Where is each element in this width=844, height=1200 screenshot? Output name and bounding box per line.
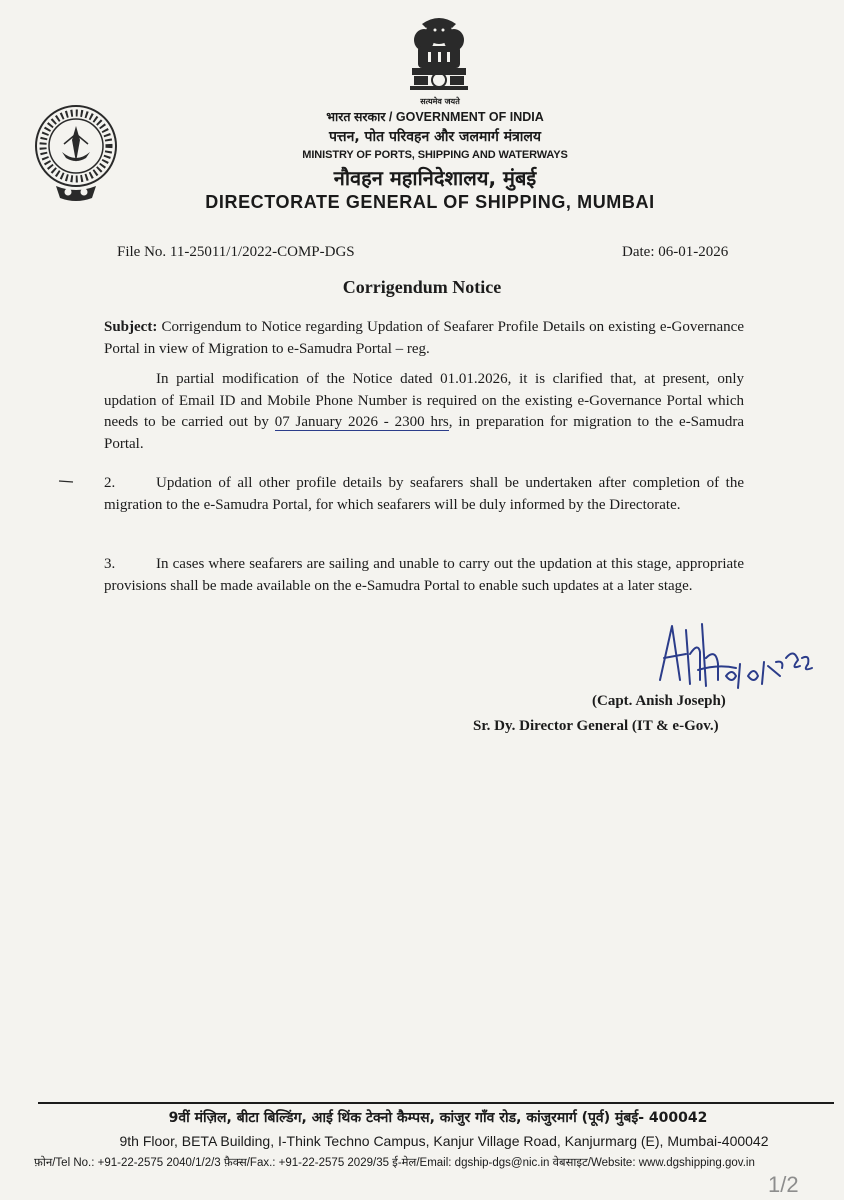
dg-shipping-seal-icon bbox=[26, 100, 126, 202]
signatory-designation: Sr. Dy. Director General (IT & e-Gov.) bbox=[473, 718, 719, 734]
margin-mark bbox=[58, 478, 74, 484]
signatory-name: (Capt. Anish Joseph) bbox=[592, 693, 726, 709]
subject-text: Corrigendum to Notice regarding Updation of Seafarer Profile Details on existing e-Governance Portal in view of Migration to e-Samudra Portal – reg. bbox=[104, 319, 744, 357]
paragraph-2 bbox=[104, 473, 744, 516]
footer-address-english: 9th Floor, BETA Building, I-Think Techno Campus, Kanjur Village Road, Kanjurmarg (E), Mumbai-400042 bbox=[119, 1133, 769, 1149]
paragraph-2-number: 2. bbox=[104, 475, 116, 491]
file-number: File No. 11-25011/1/2022-COMP-DGS bbox=[117, 244, 355, 260]
directorate-english: DIRECTORATE GENERAL OF SHIPPING, MUMBAI bbox=[205, 192, 655, 212]
paragraph-3 bbox=[104, 554, 744, 597]
ministry-hindi: पत्तन, पोत परिवहन और जलमार्ग मंत्रालय bbox=[328, 129, 542, 145]
paragraph-1 bbox=[104, 369, 744, 455]
paragraph-2-text: Updation of all other profile details by seafarers shall be undertaken after completion of the migration to the e-Samudra Portal, for which seafarers will be duly informed by the Directorate. bbox=[104, 475, 744, 513]
paragraph-1-text: In partial modification of the Notice dated 01.01.2026, it is clarified that, at present, only updation of Email ID and Mobile Phone Number is required on the existing e-Governance Portal which needs to be carried out by bbox=[104, 371, 744, 430]
paragraph-3-number: 3. bbox=[104, 556, 116, 572]
footer-address-hindi: 9वीं मंज़िल, बीटा बिल्डिंग, आई थिंक टेक्नो कैम्पस, कांजुर गाँव रोड, कांजुरमार्ग (पूर्व) मुंबई- 400042 bbox=[168, 1110, 708, 1126]
subject-label: Subject: bbox=[104, 319, 158, 335]
national-emblem-icon bbox=[394, 10, 484, 108]
subject-paragraph bbox=[104, 317, 744, 360]
directorate-hindi: नौवहन महानिदेशालय, मुंबई bbox=[333, 166, 537, 190]
deadline-underlined: 07 January 2026 - 2300 hrs bbox=[274, 414, 449, 430]
ministry-english: MINISTRY OF PORTS, SHIPPING AND WATERWAYS bbox=[302, 149, 568, 161]
emblem-motto: सत्यमेव जयते bbox=[420, 97, 460, 106]
paragraph-3-text: In cases where seafarers are sailing and unable to carry out the updation at this stage, appropriate provisions shall be made available on the e-Samudra Portal to enable such updates at a later stage. bbox=[104, 556, 744, 594]
paragraph-1-text-end: , in preparation for migration to the e-Samudra Portal. bbox=[104, 414, 745, 452]
government-line: भारत सरकार / GOVERNMENT OF INDIA bbox=[326, 110, 544, 124]
handwritten-signature bbox=[628, 618, 818, 698]
footer-contact-line: फ़ोन/Tel No.: +91-22-2575 2040/1/2/3 फ़ैक्स/Fax.: +91-22-2575 2029/35 ई-मेल/Email: dgship-dgs@nic.in वेबसाइट/Website: www.dgshipping.gov.in bbox=[34, 1157, 755, 1169]
notice-date: Date: 06-01-2026 bbox=[622, 244, 729, 260]
notice-title: Corrigendum Notice bbox=[342, 277, 502, 297]
footer-divider bbox=[38, 1102, 834, 1104]
page-indicator: 1/2 bbox=[768, 1172, 799, 1197]
